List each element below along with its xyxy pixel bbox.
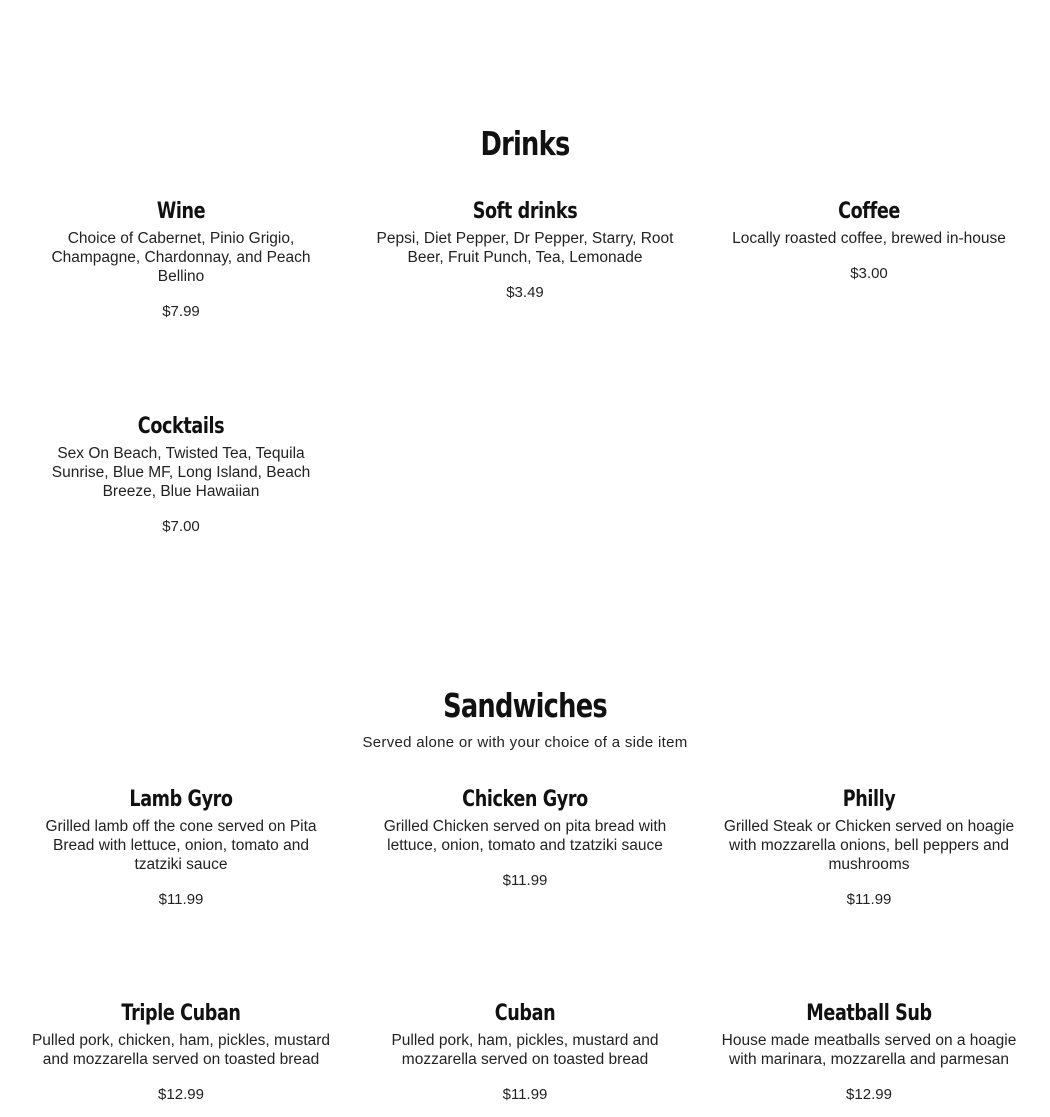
item-name: Coffee [838, 199, 900, 224]
item-name: Cuban [494, 1001, 556, 1026]
menu-item-soft-drinks [370, 198, 680, 302]
item-price: $7.99 [162, 303, 200, 320]
item-price: $11.99 [502, 872, 548, 889]
sandwiches-subtitle: Served alone or with your choice of a side item [362, 734, 688, 751]
item-name: Meatball Sub [806, 1001, 932, 1026]
item-description: Locally roasted coffee, brewed in-house [732, 230, 1006, 247]
item-price: $11.99 [158, 891, 204, 908]
menu-item-philly [714, 786, 1024, 909]
item-description: House made meatballs served on a hoagie with marinara, mozzarella and parmesan [721, 1032, 1017, 1068]
menu-item-chicken-gyro [370, 786, 680, 890]
item-description: Grilled Chicken served on pita bread with lettuce, onion, tomato and tzatziki sauce [383, 818, 667, 854]
sandwiches-section-title: Sandwiches [443, 686, 607, 725]
item-name: Philly [842, 787, 896, 812]
item-price: $11.99 [502, 1086, 548, 1103]
item-name: Lamb Gyro [129, 787, 233, 812]
menu-item-meatball-sub [714, 1000, 1024, 1104]
item-description: Grilled lamb off the cone served on Pita Bread with lettuce, onion, tomato and tzatziki sauce [45, 818, 317, 873]
drinks-section-title: Drinks [480, 124, 570, 163]
item-name: Triple Cuban [121, 1001, 241, 1026]
item-description: Pulled pork, ham, pickles, mustard and mozzarella served on toasted bread [391, 1032, 659, 1068]
item-name: Wine [156, 199, 206, 224]
item-description: Pulled pork, chicken, ham, pickles, mustard and mozzarella served on toasted bread [31, 1032, 331, 1068]
item-price: $12.99 [846, 1086, 892, 1103]
item-price: $3.49 [506, 284, 544, 301]
item-description: Sex On Beach, Twisted Tea, Tequila Sunrise, Blue MF, Long Island, Beach Breeze, Blue Hawaiian [51, 445, 311, 500]
item-price: $3.00 [850, 265, 888, 282]
menu-item-triple-cuban [26, 1000, 336, 1104]
item-name: Cocktails [137, 414, 225, 439]
item-name: Chicken Gyro [462, 787, 588, 812]
item-description: Choice of Cabernet, Pinio Grigio, Champagne, Chardonnay, and Peach Bellino [51, 230, 311, 285]
menu-item-cuban [370, 1000, 680, 1104]
menu-item-lamb-gyro [26, 786, 336, 909]
item-name: Soft drinks [472, 199, 578, 224]
item-price: $12.99 [158, 1086, 204, 1103]
menu-item-wine [26, 198, 336, 321]
item-description: Pepsi, Diet Pepper, Dr Pepper, Starry, Root Beer, Fruit Punch, Tea, Lemonade [376, 230, 674, 266]
item-price: $11.99 [846, 891, 892, 908]
menu-item-coffee [714, 198, 1024, 283]
item-price: $7.00 [162, 518, 200, 535]
menu-item-cocktails [26, 413, 336, 536]
item-description: Grilled Steak or Chicken served on hoagie with mozzarella onions, bell peppers and mushrooms [723, 818, 1015, 873]
